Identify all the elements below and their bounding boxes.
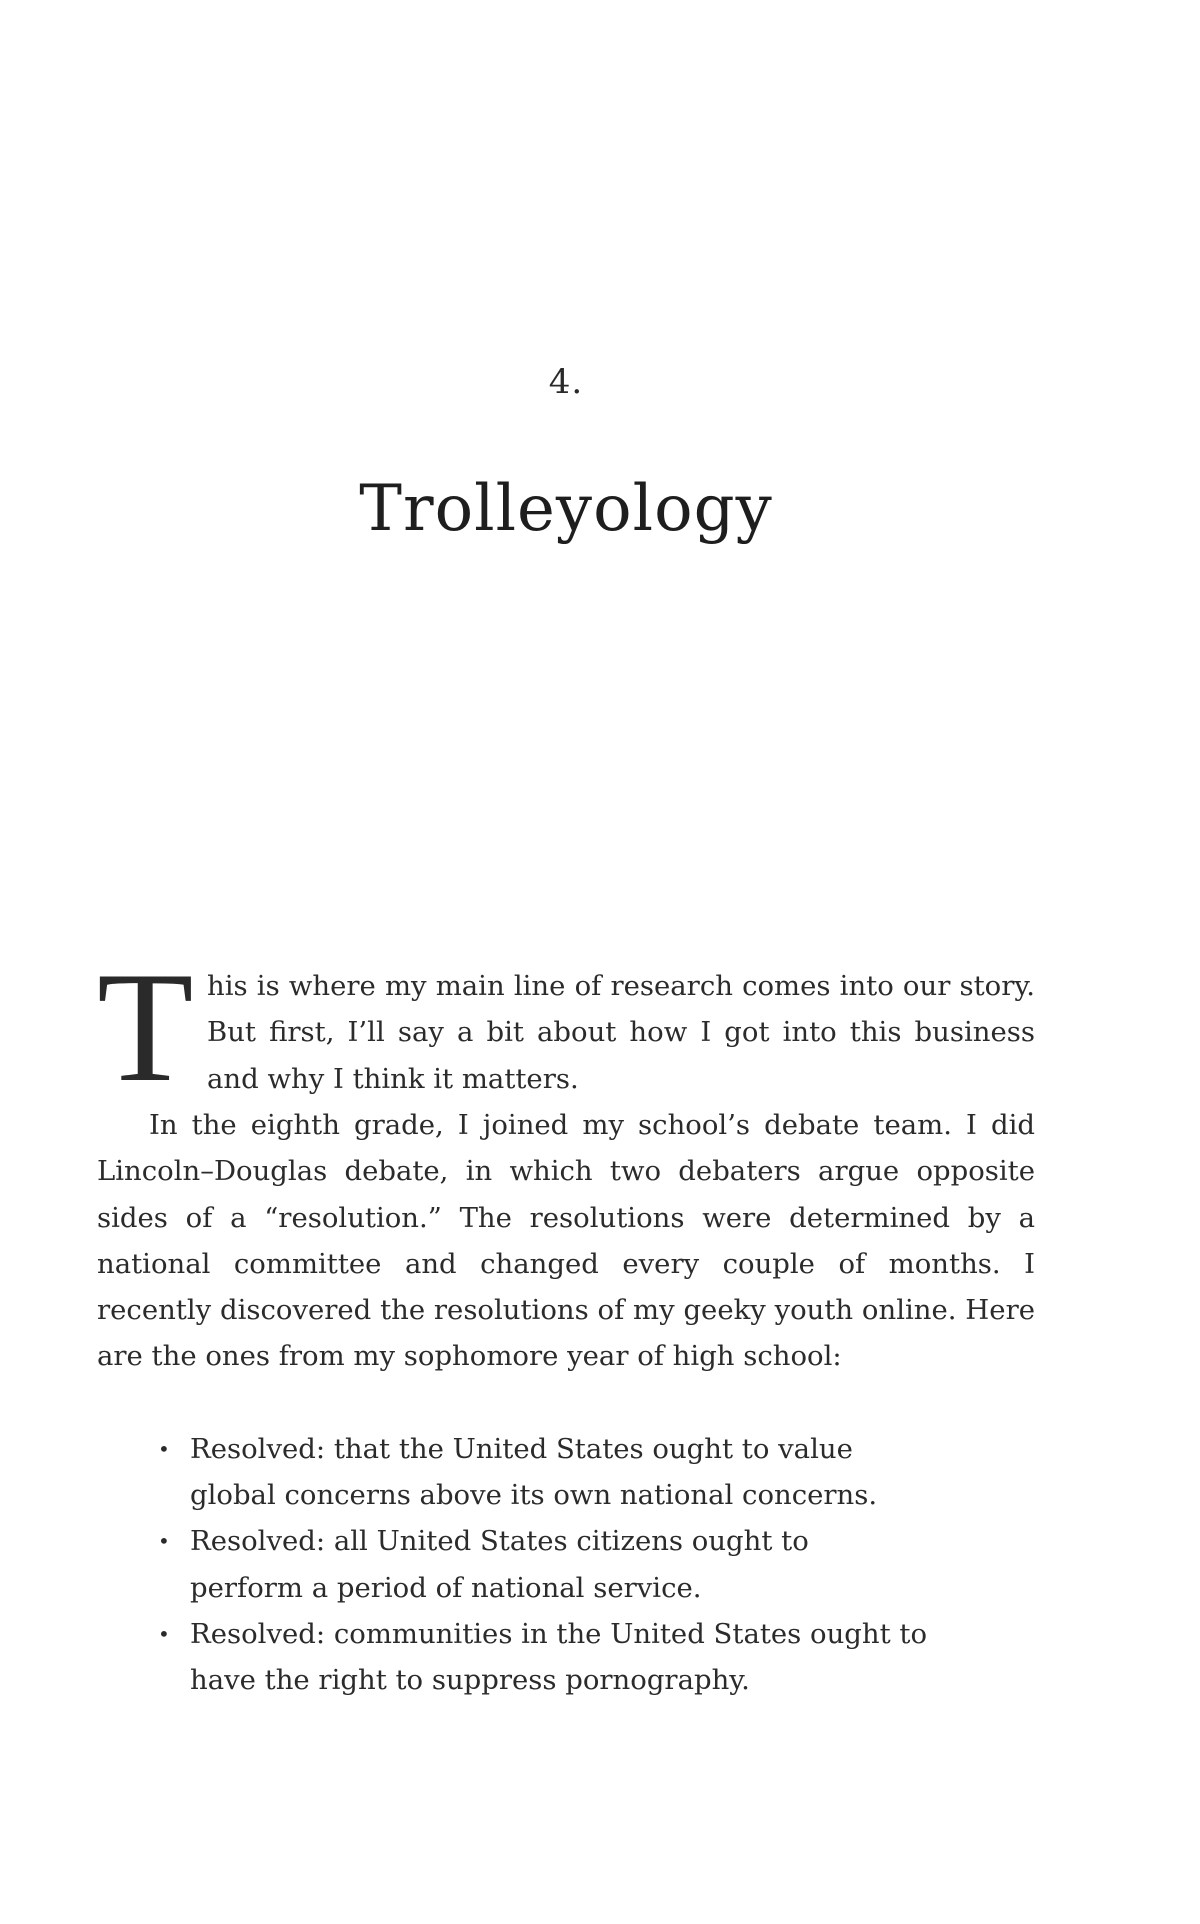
resolution-text: Resolved: all United States citizens ought to perform a period of national service.	[190, 1525, 809, 1604]
list-item	[158, 1611, 930, 1704]
list-item	[158, 1518, 930, 1611]
resolution-text: Resolved: communities in the United States ought to have the right to suppress pornography.	[190, 1617, 927, 1697]
opening-paragraph	[97, 940, 1035, 1115]
body-paragraph: In the eighth grade, I joined my school’s debate team. I did Lincoln–Douglas debate, in which two debaters argue opposite sides of a “resolution.” The resolutions were determined by a national committee and changed every couple of months. I recently discovered the resolutions of my geeky youth online. Here are the ones from my sophomore year of high school:	[97, 1109, 1035, 1373]
chapter-number: 4.	[548, 362, 584, 402]
bullet-icon: •	[158, 1529, 170, 1554]
resolution-text: Resolved: that the United States ought to value global concerns above its own national concerns.	[190, 1432, 878, 1512]
drop-cap: T	[97, 940, 194, 1115]
bullet-icon: •	[158, 1621, 170, 1646]
chapter-title: Trolleyology	[359, 472, 773, 546]
resolution-list	[97, 1426, 930, 1704]
opening-text: his is where my main line of research comes into our story. But first, I’ll say a bit about how I got into this business and why I think it matters.	[207, 970, 1035, 1095]
list-item	[158, 1426, 930, 1519]
chapter-body	[97, 940, 1035, 1704]
bullet-icon: •	[158, 1436, 170, 1461]
